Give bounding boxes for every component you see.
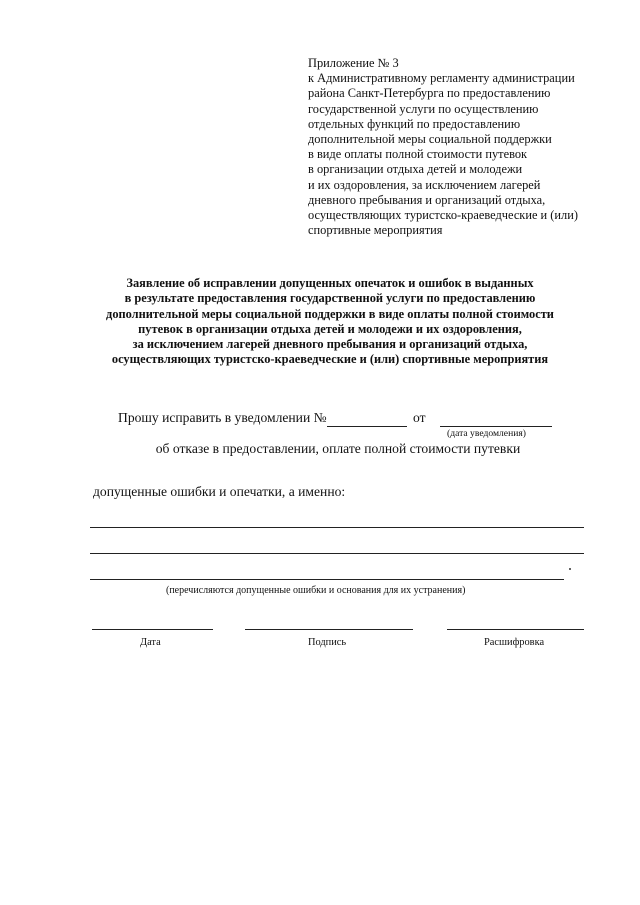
appendix-block (308, 56, 608, 238)
title-line: в результате предоставления государственной услуги по предоставлению (124, 291, 536, 306)
errors-label: допущенные ошибки и опечатки, а именно: (93, 484, 346, 499)
decoding-line[interactable] (447, 629, 584, 630)
appendix-line: в организации отдыха детей и молодежи (308, 162, 523, 177)
title-line: осуществляющих туристско-краеведческие и (или) спортивные мероприятия (111, 352, 549, 367)
title-line: за исключением лагерей дневного пребывания и организаций отдыха, (132, 337, 528, 352)
appendix-line: спортивные мероприятия (308, 223, 443, 238)
title-line: Заявление об исправлении допущенных опечаток и ошибок в выданных (126, 276, 534, 290)
title-line: дополнительной меры социальной поддержки в виде оплаты полной стоимости (106, 306, 554, 321)
appendix-line: осуществляющих туристско-краеведческие и (или) (308, 208, 578, 223)
date-label: Дата (140, 637, 161, 648)
request-text: Прошу исправить в уведомлении № (118, 410, 327, 425)
appendix-line: в виде оплаты полной стоимости путевок (308, 147, 528, 162)
errors-line-2[interactable] (90, 553, 584, 554)
appendix-line: и их оздоровления, за исключением лагерей (308, 177, 541, 192)
appendix-line: отдельных функций по предоставлению (308, 116, 521, 131)
refusal-text: об отказе в предоставлении, оплате полной стоимости путевки (155, 441, 521, 456)
appendix-line: дополнительной меры социальной поддержки (308, 132, 552, 147)
appendix-line: дневного пребывания и организаций отдыха, (308, 192, 546, 207)
from-text: от (413, 410, 426, 425)
notice-date-field[interactable] (440, 426, 552, 427)
errors-line-3[interactable] (90, 579, 564, 580)
date-hint: (дата уведомления) (447, 428, 526, 439)
title-line: путевок в организации отдыха детей и молодежи и их оздоровления, (138, 321, 522, 336)
appendix-line: района Санкт-Петербурга по предоставлению (308, 86, 551, 101)
document-title (60, 276, 600, 368)
appendix-line: к Административному регламенту администрации (308, 71, 575, 86)
date-line[interactable] (92, 629, 213, 630)
errors-line-1[interactable] (90, 527, 584, 528)
notice-number-field[interactable] (327, 426, 407, 427)
scan-dot (569, 568, 571, 570)
decoding-label: Расшифровка (484, 637, 545, 648)
signature-line[interactable] (245, 629, 413, 630)
appendix-line: государственной услуги по осуществлению (308, 101, 539, 116)
appendix-line: Приложение № 3 (308, 56, 399, 70)
listing-hint: (перечисляются допущенные ошибки и основания для их устранения) (166, 585, 466, 596)
signature-label: Подпись (308, 637, 347, 648)
